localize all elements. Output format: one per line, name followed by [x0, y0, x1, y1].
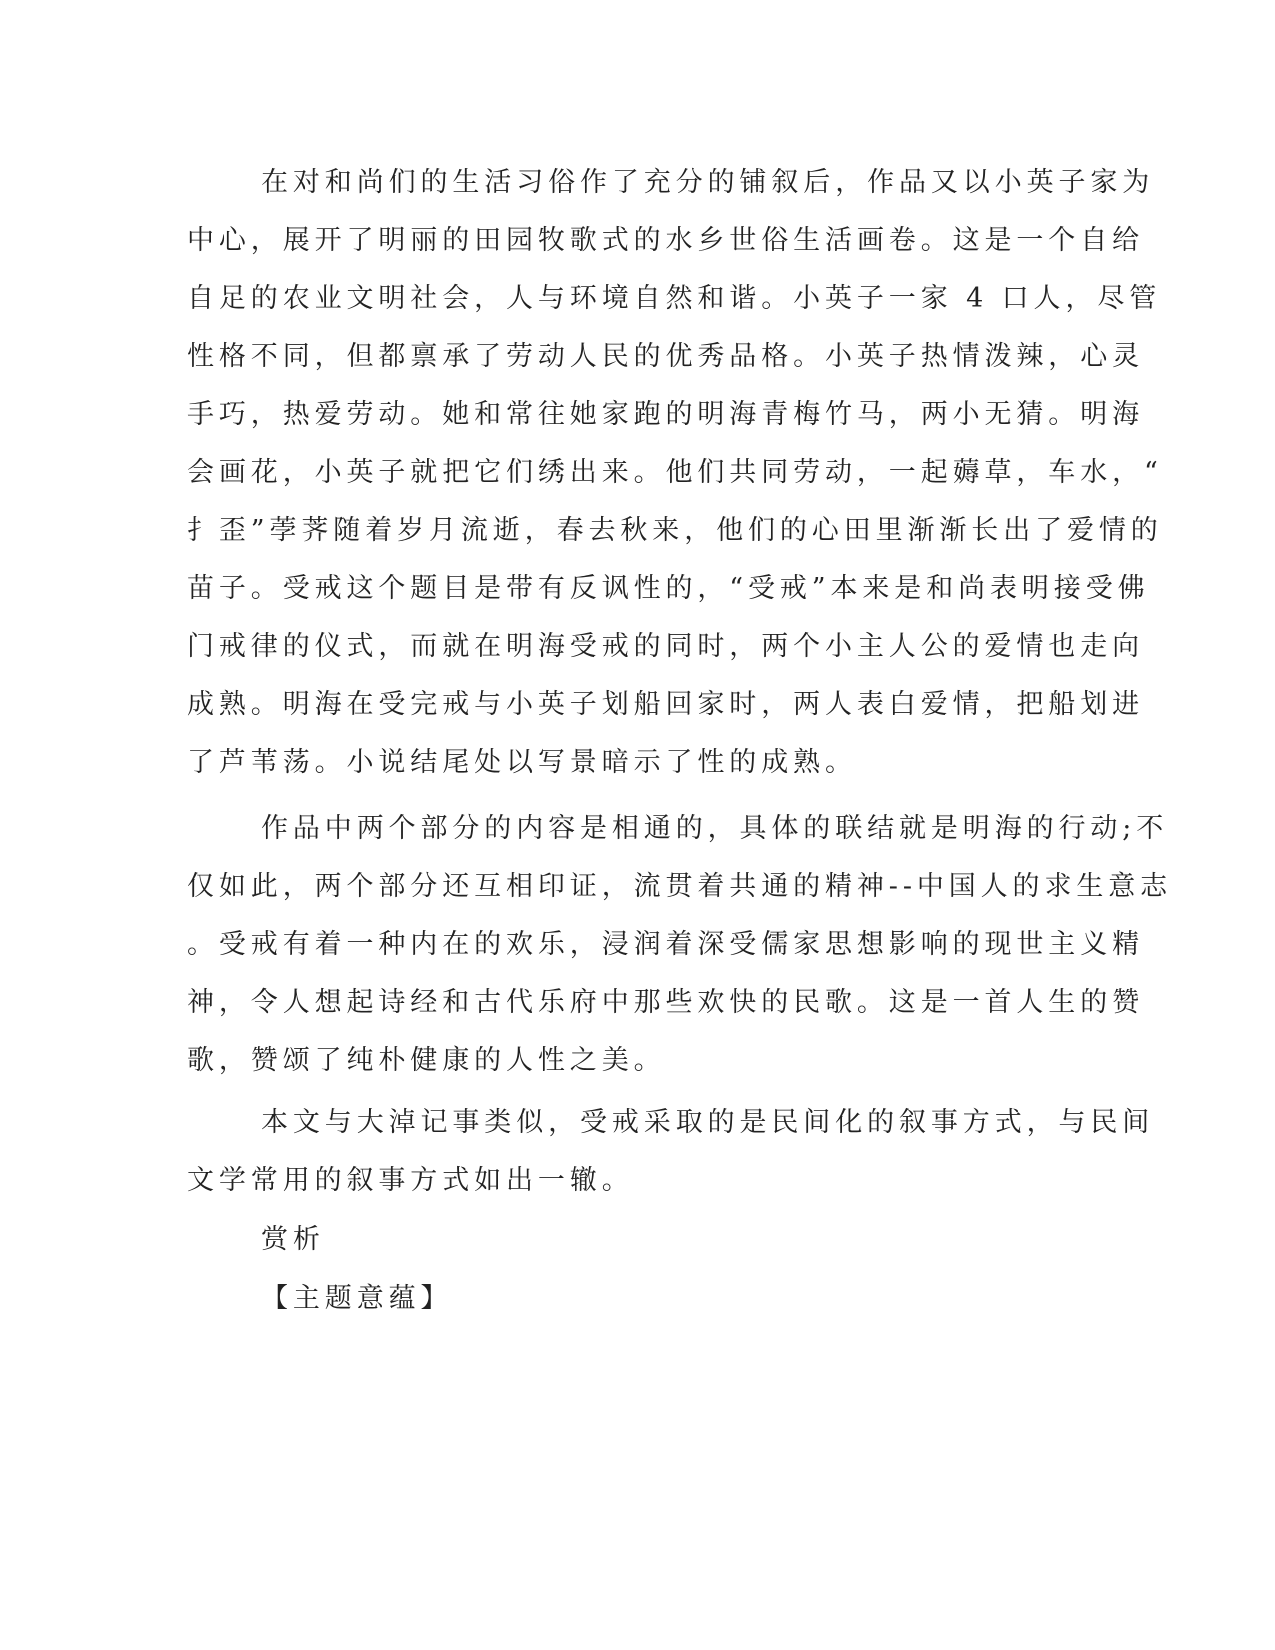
- paragraph-1-line-6: 会画花，小英子就把它们绣出来。他们共同劳动，一起薅草，车水，“: [187, 457, 1163, 488]
- paragraph-1-line-4: 性格不同，但都禀承了劳动人民的优秀品格。小英子热情泼辣，心灵: [187, 341, 1144, 372]
- paragraph-3-line-1: 本文与大淖记事类似，受戒采取的是民间化的叙事方式，与民间: [261, 1107, 1155, 1138]
- paragraph-2-line-4: 神，令人想起诗经和古代乐府中那些欢快的民歌。这是一首人生的赞: [187, 987, 1144, 1018]
- section-heading-analysis: 赏析: [261, 1224, 325, 1255]
- paragraph-2-line-2: 仅如此，两个部分还互相印证，流贯着共通的精神--中国人的求生意志: [187, 871, 1173, 902]
- paragraph-1-line-3: 自足的农业文明社会，人与环境自然和谐。小英子一家 4 口人，尽管: [187, 283, 1162, 314]
- paragraph-1-line-7: 扌歪”荸荠随着岁月流逝，春去秋来，他们的心田里渐渐长出了爱情的: [187, 515, 1163, 546]
- section-heading-theme: 【主题意蕴】: [261, 1283, 453, 1314]
- paragraph-3-line-2: 文学常用的叙事方式如出一辙。: [187, 1165, 634, 1196]
- paragraph-1-line-11: 了芦苇荡。小说结尾处以写景暗示了性的成熟。: [187, 747, 857, 778]
- paragraph-1-line-9: 门戒律的仪式，而就在明海受戒的同时，两个小主人公的爱情也走向: [187, 631, 1144, 662]
- paragraph-1-line-10: 成熟。明海在受完戒与小英子划船回家时，两人表白爱情，把船划进: [187, 689, 1144, 720]
- paragraph-2-line-5: 歌，赞颂了纯朴健康的人性之美。: [187, 1045, 666, 1076]
- paragraph-2-line-3: 。受戒有着一种内在的欢乐，浸润着深受儒家思想影响的现世主义精: [187, 929, 1144, 960]
- paragraph-1-line-2: 中心，展开了明丽的田园牧歌式的水乡世俗生活画卷。这是一个自给: [187, 225, 1144, 256]
- paragraph-1-line-8: 苗子。受戒这个题目是带有反讽性的，“受戒”本来是和尚表明接受佛: [187, 573, 1150, 604]
- paragraph-2-line-1: 作品中两个部分的内容是相通的，具体的联结就是明海的行动;不: [261, 813, 1169, 844]
- paragraph-1-line-1: 在对和尚们的生活习俗作了充分的铺叙后，作品又以小英子家为: [261, 167, 1155, 198]
- paragraph-1-line-5: 手巧，热爱劳动。她和常往她家跑的明海青梅竹马，两小无猜。明海: [187, 399, 1144, 430]
